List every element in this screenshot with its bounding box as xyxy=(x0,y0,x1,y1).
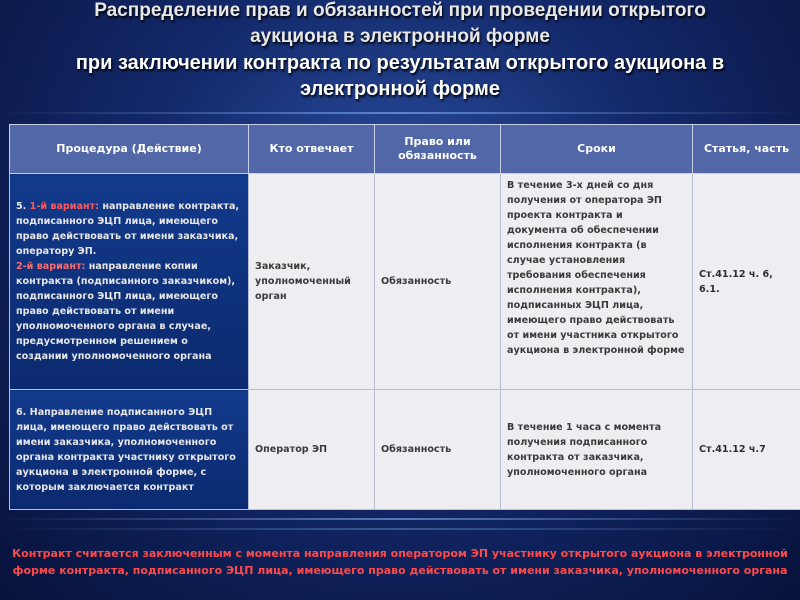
procedure-number: 5. xyxy=(16,201,27,212)
title-line-1: Распределение прав и обязанностей при проведении открытого xyxy=(94,0,706,21)
variant-2-label: 2-й вариант: xyxy=(16,261,86,272)
article-cell: Ст.41.12 ч. 6, 6.1. xyxy=(693,174,800,390)
deadline-cell: В течение 1 часа с момента получения подписанного контракта от заказчика, уполномоченного органа xyxy=(501,390,693,510)
table-row xyxy=(10,390,800,510)
table-header-row xyxy=(10,125,800,174)
responsible-cell: Оператор ЭП xyxy=(249,390,375,510)
slide-title xyxy=(0,0,800,102)
variant-2-text: направление копии контракта (подписанного заказчиком), подписанного ЭЦП лица, имеющего право действовать от имени уполномоченного органа в случае, предусмотренном решением о создании уполномоченного органа xyxy=(16,261,236,362)
header-article: Статья, часть xyxy=(693,125,800,174)
procedure-cell: 6. Направление подписанного ЭЦП лица, имеющего право действовать от имени заказчика, уполномоченного органа контракта участнику открытого аукциона в электронной форме, с которым заключается контракт xyxy=(10,390,249,510)
right-or-duty-cell: Обязанность xyxy=(375,390,501,510)
header-deadline: Сроки xyxy=(501,125,693,174)
footer-note: Контракт считается заключенным с момента направления оператором ЭП участнику открытого аукциона в электронной форме контракта, подписанного ЭЦП лица, имеющего право действовать от имени заказчика, уполномоченного органа xyxy=(12,547,788,577)
title-line-2: аукциона в электронной форме xyxy=(250,26,550,47)
header-right-or-duty: Право или обязанность xyxy=(375,125,501,174)
deadline-cell: В течение 3-х дней со дня получения от оператора ЭП проекта контракта и документа об обеспечении исполнения контракта (в случае установления требования обеспечения исполнения контракта), подписанных ЭЦП лица, имеющего право действовать от имени участника открытого аукциона в электронной форме xyxy=(501,174,693,390)
title-line-4: электронной форме xyxy=(300,78,500,100)
background-streak xyxy=(0,112,800,114)
header-procedure: Процедура (Действие) xyxy=(10,125,249,174)
header-responsible: Кто отвечает xyxy=(249,125,375,174)
rights-duties-table xyxy=(9,124,800,510)
variant-1-label: 1-й вариант: xyxy=(29,201,100,212)
right-or-duty-cell: Обязанность xyxy=(375,174,501,390)
table-row xyxy=(10,174,800,390)
responsible-cell: Заказчик, уполномоченный орган xyxy=(249,174,375,390)
procedure-cell xyxy=(10,174,249,390)
background-streak xyxy=(0,518,800,520)
title-line-3: при заключении контракта по результатам открытого аукциона в xyxy=(75,52,725,74)
article-cell: Ст.41.12 ч.7 xyxy=(693,390,800,510)
background-streak xyxy=(0,528,800,530)
variant-1-text: направление контракта, подписанного ЭЦП лица, имеющего право действовать от имени заказчика, оператору ЭП. xyxy=(16,201,240,257)
